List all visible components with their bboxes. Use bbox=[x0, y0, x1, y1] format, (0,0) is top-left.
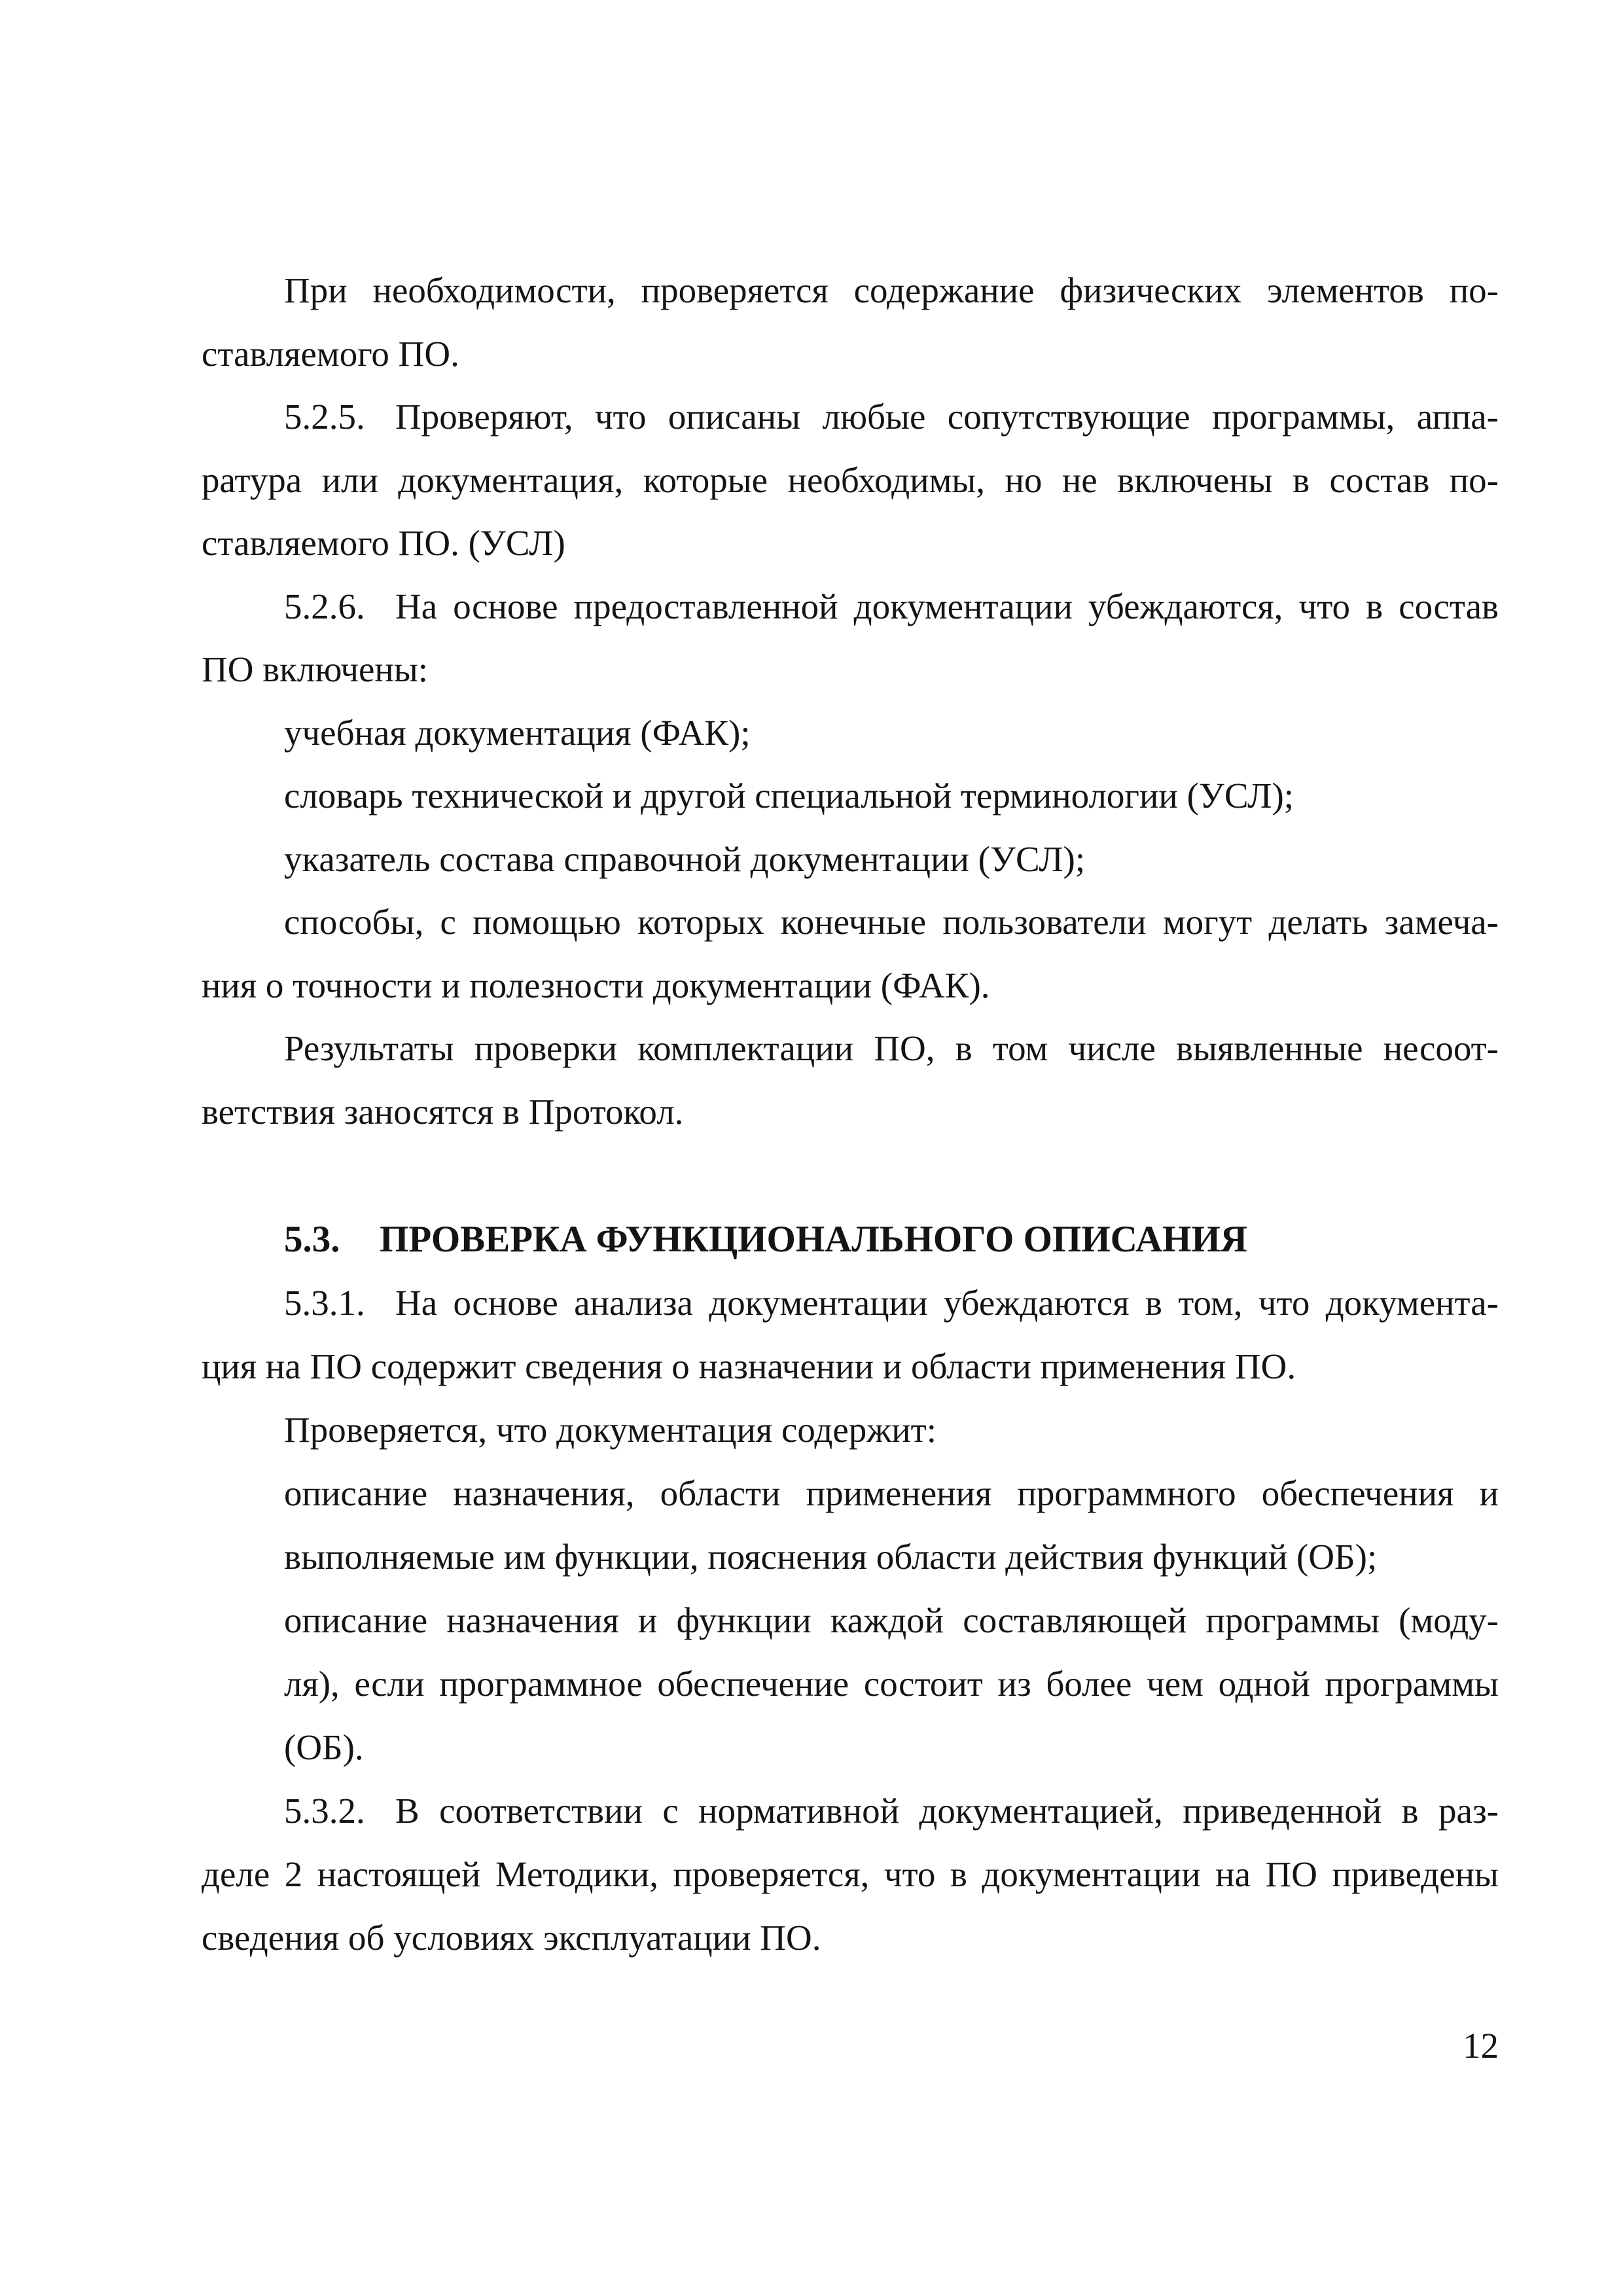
clause-number: 5.2.6. bbox=[284, 586, 365, 626]
section-5-3-text bbox=[202, 1271, 1499, 1969]
list-item: способы, с помощью которых конечные пользователи могут делать замеча- bbox=[284, 902, 1499, 942]
list-item: учебная документация (ФАК); bbox=[284, 712, 751, 753]
list-item: указатель состава справочной документации (УСЛ); bbox=[284, 838, 1086, 879]
list-item: описание назначения и функции каждой составляющей программы (моду- bbox=[284, 1600, 1499, 1640]
paragraph-line: ция на ПО содержит сведения о назначении и области применения ПО. bbox=[202, 1346, 1296, 1386]
clause-5-2-6-line bbox=[202, 575, 1499, 639]
section-heading-number: 5.3. bbox=[284, 1219, 340, 1260]
section-heading bbox=[284, 1208, 1247, 1271]
clause-text: В соответствии с нормативной документацией, приведенной в раз- bbox=[395, 1791, 1499, 1831]
paragraph-line: Результаты проверки комплектации ПО, в том числе выявленные несоот- bbox=[284, 1028, 1499, 1068]
list-item-continuation: ля), если программное обеспечение состоит из более чем одной программы bbox=[284, 1664, 1499, 1704]
paragraph-line: ставляемого ПО. (УСЛ) bbox=[202, 523, 565, 563]
paragraph-line: ставляемого ПО. bbox=[202, 333, 459, 374]
clause-number: 5.3.1. bbox=[284, 1283, 365, 1323]
clause-text: На основе предоставленной документации убеждаются, что в состав bbox=[395, 586, 1499, 626]
clause-text: Проверяют, что описаны любые сопутствующие программы, аппа- bbox=[395, 397, 1499, 437]
paragraph-line: ПО включены: bbox=[202, 649, 429, 689]
section-heading-title: ПРОВЕРКА ФУНКЦИОНАЛЬНОГО ОПИСАНИЯ bbox=[380, 1219, 1247, 1260]
section-5-2-text bbox=[202, 259, 1499, 1143]
clause-number: 5.2.5. bbox=[284, 397, 365, 437]
paragraph-line: ратура или документация, которые необходимы, но не включены в состав по- bbox=[202, 459, 1499, 500]
clause-5-2-5-line bbox=[202, 386, 1499, 449]
clause-5-3-2-line bbox=[202, 1779, 1499, 1842]
clause-number: 5.3.2. bbox=[284, 1791, 365, 1831]
list-item-continuation: ния о точности и полезности документации (ФАК). bbox=[202, 965, 990, 1005]
page-number: 12 bbox=[1463, 2026, 1499, 2066]
paragraph-line: ветствия заносятся в Протокол. bbox=[202, 1091, 684, 1132]
paragraph-line: деле 2 настоящей Методики, проверяется, что в документации на ПО приведены bbox=[202, 1854, 1499, 1894]
clause-5-3-1-line bbox=[202, 1271, 1499, 1335]
paragraph-line: сведения об условиях эксплуатации ПО. bbox=[202, 1918, 821, 1958]
list-item: словарь технической и другой специальной терминологии (УСЛ); bbox=[284, 776, 1294, 816]
list-item: описание назначения, области применения программного обеспечения и bbox=[284, 1473, 1499, 1513]
list-item-continuation: (ОБ). bbox=[284, 1727, 364, 1767]
list-item-continuation: выполняемые им функции, пояснения области действия функций (ОБ); bbox=[284, 1537, 1378, 1577]
clause-text: На основе анализа документации убеждаются в том, что документа- bbox=[395, 1283, 1499, 1323]
paragraph-line: Проверяется, что документация содержит: bbox=[284, 1410, 936, 1450]
paragraph-line: При необходимости, проверяется содержание физических элементов по- bbox=[284, 270, 1499, 310]
